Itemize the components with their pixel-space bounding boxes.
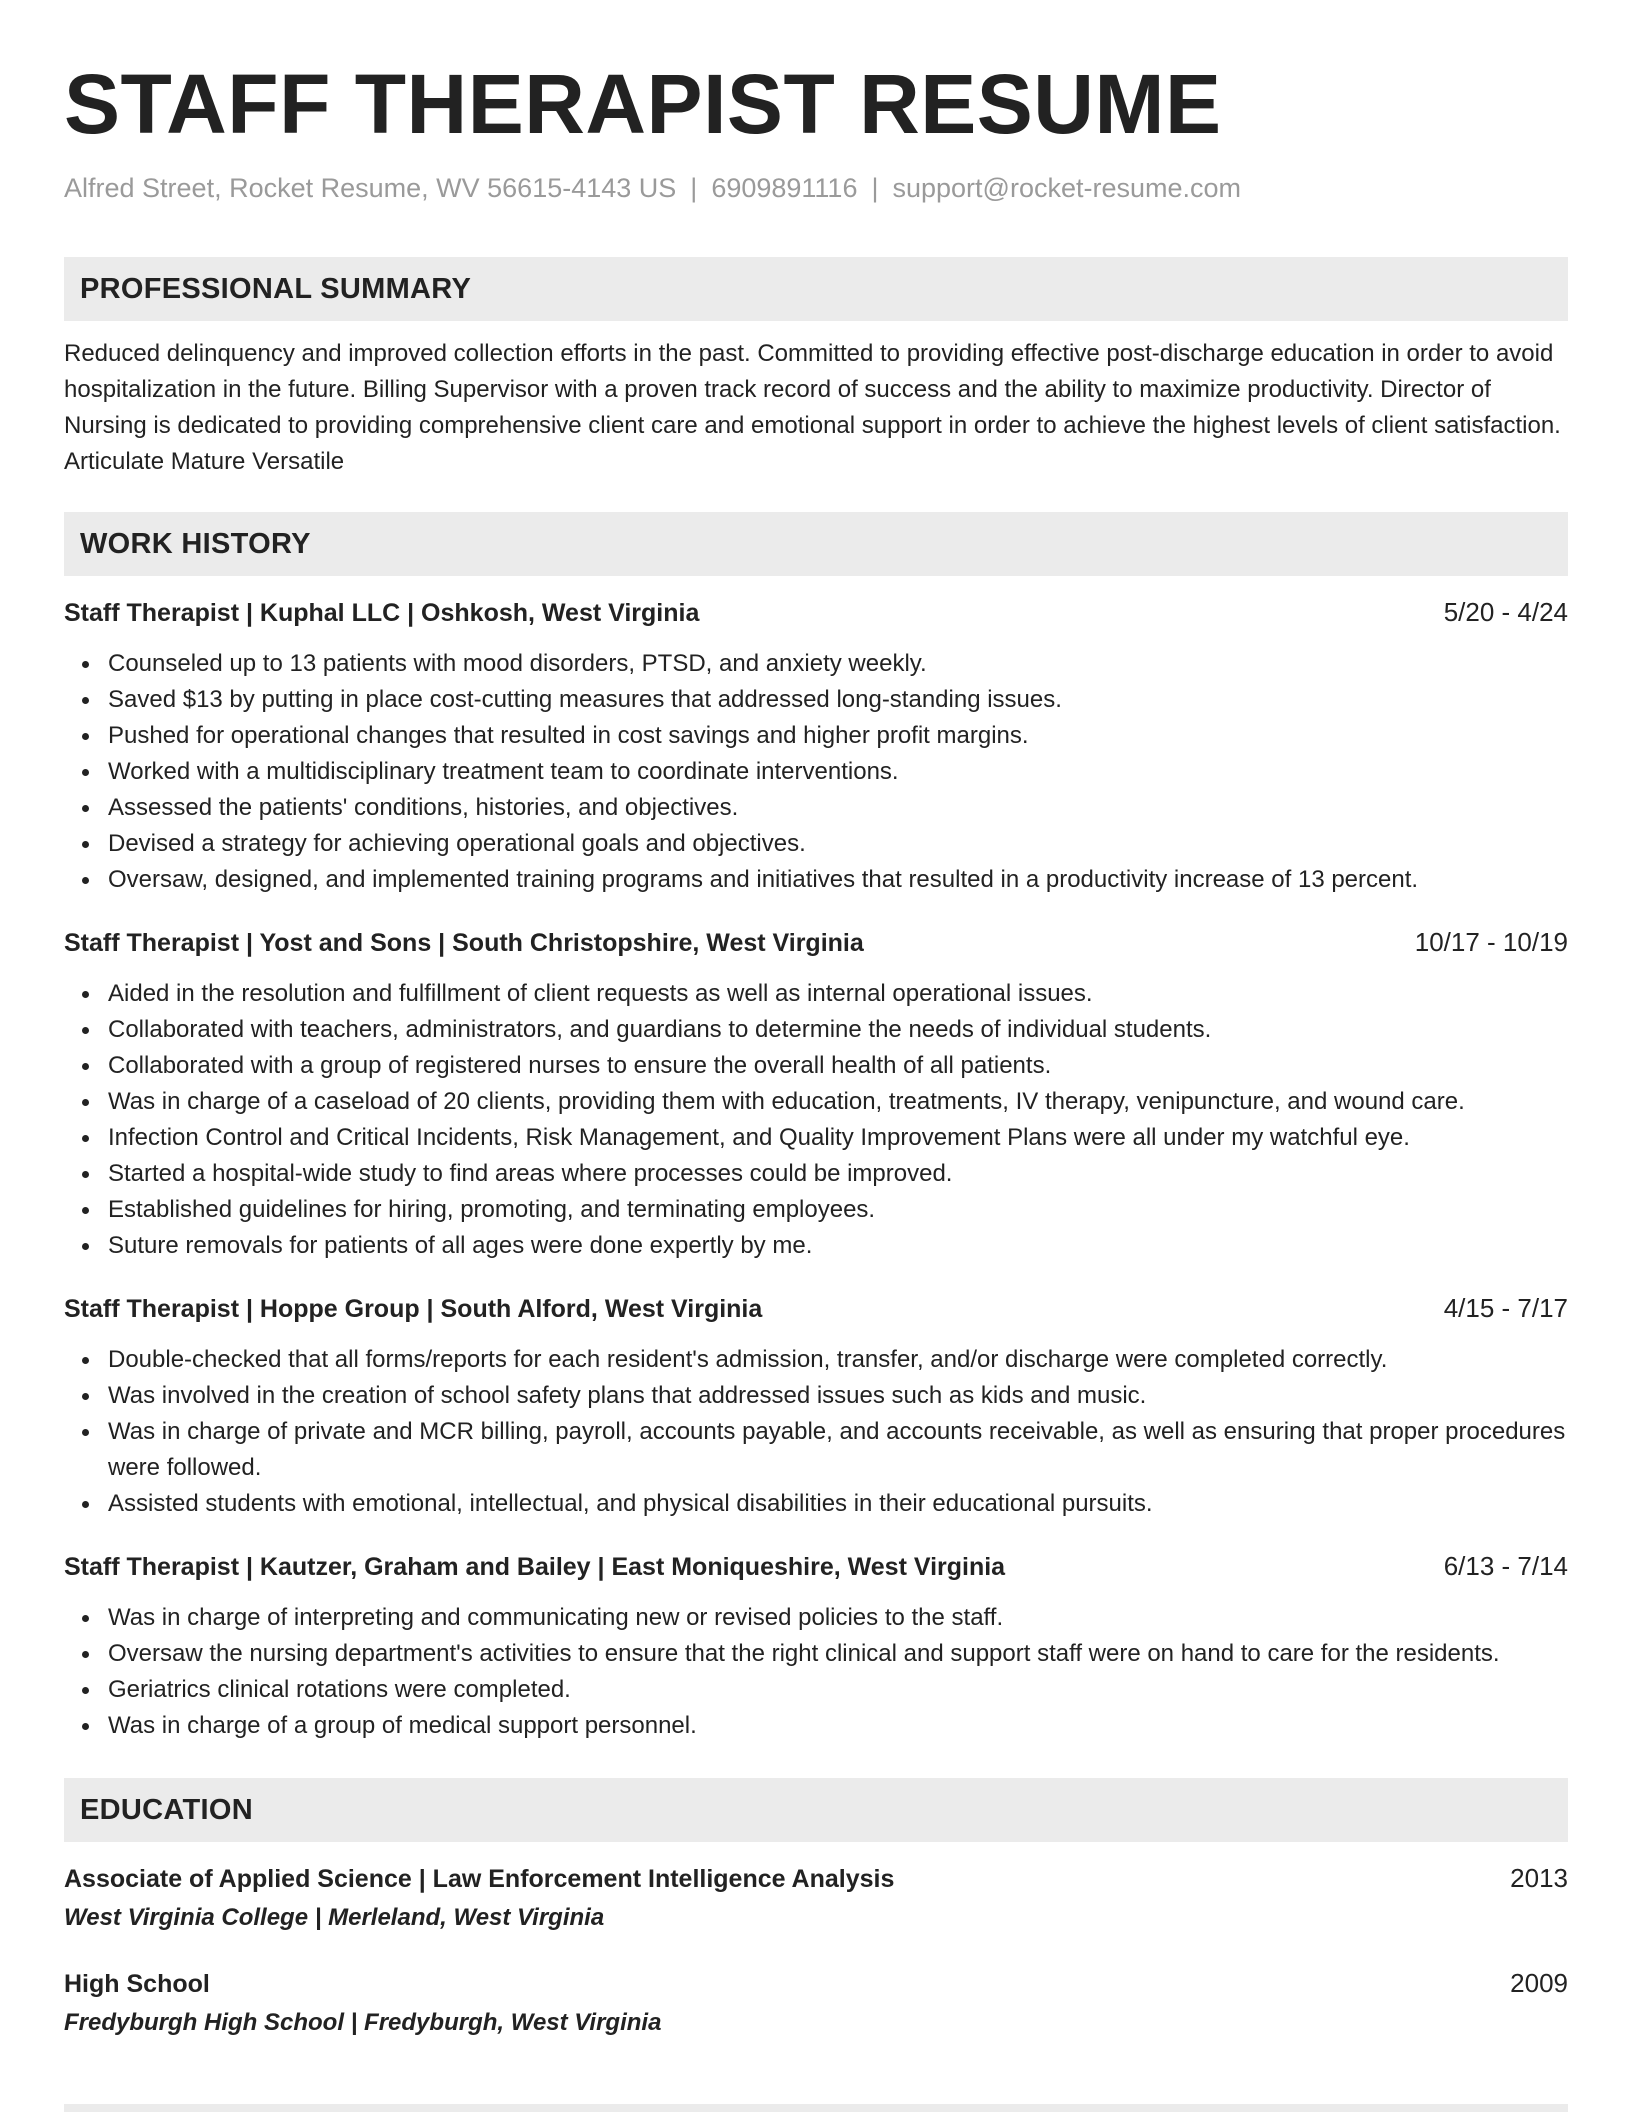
bullet-icon (82, 1027, 89, 1034)
bullet-icon (82, 1501, 89, 1508)
job-dates: 4/15 - 7/17 (1443, 1293, 1568, 1323)
job-bullet-text: Pushed for operational changes that resulted in cost savings and higher profit margins. (108, 722, 1029, 749)
job-bullet (108, 1012, 1568, 1048)
summary-text: Reduced delinquency and improved collection efforts in the past. Committed to providing effective post-discharge education in order to avoid hospitalization in the future. Billing Supervisor with a proven track record of success and the ability to maximize productivity. Director of Nursing is dedicated to providing comprehensive client care and emotional support in order to achieve the highest levels of client satisfaction. Articulate Mature Versatile (64, 340, 1561, 475)
contact-phone: 6909891116 (711, 173, 858, 203)
bullet-icon (82, 1171, 89, 1178)
bullet-icon (82, 841, 89, 848)
bullet-icon (82, 805, 89, 812)
contact-separator: | (690, 173, 698, 203)
job-bullet (108, 1636, 1568, 1672)
job-bullet-text: Was in charge of interpreting and communicating new or revised policies to the staff. (108, 1604, 1004, 1631)
job-bullet-text: Assessed the patients' conditions, histories, and objectives. (108, 794, 739, 821)
job-title: Staff Therapist | Hoppe Group | South Alford, West Virginia (64, 1295, 763, 1323)
job-bullet (108, 682, 1568, 718)
job-bullet-text: Assisted students with emotional, intellectual, and physical disabilities in their educational pursuits. (108, 1490, 1153, 1517)
bullet-icon (82, 1063, 89, 1070)
education-year: 2009 (1510, 1968, 1568, 1998)
job-bullet-text: Suture removals for patients of all ages were done expertly by me. (108, 1232, 813, 1259)
job-bullet-text: Was involved in the creation of school safety plans that addressed issues such as kids and music. (108, 1382, 1147, 1409)
bullet-icon (82, 733, 89, 740)
job-dates: 10/17 - 10/19 (1414, 927, 1568, 957)
resume-title: STAFF THERAPIST RESUME (64, 57, 1222, 151)
job-bullet-text: Collaborated with teachers, administrators, and guardians to determine the needs of individual students. (108, 1016, 1212, 1043)
job-bullet-list (64, 646, 1568, 898)
contact-email: support@rocket-resume.com (892, 173, 1242, 203)
bullet-icon (82, 1429, 89, 1436)
work-history-list (64, 594, 1568, 1744)
job-bullet-text: Oversaw the nursing department's activities to ensure that the right clinical and support staff were on hand to care for the residents. (108, 1640, 1500, 1667)
job-title: Staff Therapist | Kuphal LLC | Oshkosh, West Virginia (64, 599, 700, 627)
job-bullet (108, 1228, 1568, 1264)
job-bullet (108, 790, 1568, 826)
section-header-summary: PROFESSIONAL SUMMARY (64, 257, 1568, 321)
education-list (64, 1860, 1568, 2040)
job-bullet-list (64, 1600, 1568, 1744)
education-entry (64, 1965, 1568, 2040)
job-bullet-text: Worked with a multidisciplinary treatment team to coordinate interventions. (108, 758, 899, 785)
bullet-icon (82, 661, 89, 668)
bullet-icon (82, 1099, 89, 1106)
job-bullet-text: Was in charge of a group of medical support personnel. (108, 1712, 697, 1739)
job-bullet-text: Established guidelines for hiring, promoting, and terminating employees. (108, 1196, 876, 1223)
bullet-icon (82, 991, 89, 998)
job-bullet-text: Collaborated with a group of registered nurses to ensure the overall health of all patients. (108, 1052, 1052, 1079)
job-bullet (108, 1342, 1568, 1378)
education-header (64, 1860, 1568, 1897)
bottom-divider (64, 2104, 1568, 2112)
job-bullet (108, 1378, 1568, 1414)
job-bullet-list (64, 1342, 1568, 1522)
job-bullet-text: Started a hospital-wide study to find areas where processes could be improved. (108, 1160, 953, 1187)
job-title: Staff Therapist | Kautzer, Graham and Bailey | East Moniqueshire, West Virginia (64, 1553, 1006, 1581)
job-entry (64, 1290, 1568, 1522)
job-dates: 5/20 - 4/24 (1443, 597, 1568, 627)
job-bullet-text: Infection Control and Critical Incidents, Risk Management, and Quality Improvement Plans were all under my watchful eye. (108, 1124, 1410, 1151)
job-dates: 6/13 - 7/14 (1443, 1551, 1568, 1581)
education-degree: High School (64, 1970, 210, 1998)
job-bullet-text: Was in charge of a caseload of 20 clients, providing them with education, treatments, IV therapy, venipuncture, and wound care. (108, 1088, 1465, 1115)
job-bullet-text: Double-checked that all forms/reports for each resident's admission, transfer, and/or discharge were completed correctly. (108, 1346, 1388, 1373)
job-bullet-text: Aided in the resolution and fulfillment of client requests as well as internal operational issues. (108, 980, 1093, 1007)
job-entry (64, 1548, 1568, 1744)
education-school: Fredyburgh High School | Fredyburgh, West Virginia (64, 2009, 662, 2036)
job-bullet-text: Was in charge of private and MCR billing, payroll, accounts payable, and accounts receivable, as well as ensuring that proper procedures were followed. (108, 1418, 1566, 1481)
job-bullet (108, 1192, 1568, 1228)
bullet-icon (82, 1651, 89, 1658)
bullet-icon (82, 1723, 89, 1730)
job-bullet (108, 718, 1568, 754)
bullet-icon (82, 1687, 89, 1694)
job-bullet-text: Oversaw, designed, and implemented training programs and initiatives that resulted in a productivity increase of 13 percent. (108, 866, 1419, 893)
bullet-icon (82, 1135, 89, 1142)
bullet-icon (82, 1357, 89, 1364)
job-bullet (108, 1600, 1568, 1636)
job-bullet (108, 1672, 1568, 1708)
job-bullet (108, 1708, 1568, 1744)
job-bullet-text: Devised a strategy for achieving operational goals and objectives. (108, 830, 806, 857)
job-entry (64, 924, 1568, 1264)
education-year: 2013 (1510, 1863, 1568, 1893)
job-bullet-text: Geriatrics clinical rotations were completed. (108, 1676, 571, 1703)
contact-line (64, 172, 1568, 204)
job-bullet (108, 646, 1568, 682)
job-bullet-text: Saved $13 by putting in place cost-cutting measures that addressed long-standing issues. (108, 686, 1062, 713)
job-bullet (108, 1414, 1568, 1486)
bullet-icon (82, 877, 89, 884)
job-bullet (108, 1156, 1568, 1192)
job-title: Staff Therapist | Yost and Sons | South Christopshire, West Virginia (64, 929, 864, 957)
section-header-work-history: WORK HISTORY (64, 512, 1568, 576)
education-entry (64, 1860, 1568, 1935)
job-entry (64, 594, 1568, 898)
job-bullet (108, 754, 1568, 790)
job-header (64, 1548, 1568, 1585)
job-header (64, 594, 1568, 631)
job-bullet (108, 1084, 1568, 1120)
contact-address: Alfred Street, Rocket Resume, WV 56615-4143 US (64, 173, 677, 203)
bullet-icon (82, 697, 89, 704)
bullet-icon (82, 769, 89, 776)
job-header (64, 1290, 1568, 1327)
job-bullet (108, 1048, 1568, 1084)
section-header-education: EDUCATION (64, 1778, 1568, 1842)
job-bullet-text: Counseled up to 13 patients with mood disorders, PTSD, and anxiety weekly. (108, 650, 927, 677)
job-bullet-list (64, 976, 1568, 1264)
education-header (64, 1965, 1568, 2002)
education-school: West Virginia College | Merleland, West Virginia (64, 1904, 605, 1931)
contact-separator: | (871, 173, 879, 203)
bullet-icon (82, 1243, 89, 1250)
job-header (64, 924, 1568, 961)
education-degree: Associate of Applied Science | Law Enforcement Intelligence Analysis (64, 1865, 895, 1893)
bullet-icon (82, 1393, 89, 1400)
job-bullet (108, 1486, 1568, 1522)
job-bullet (108, 1120, 1568, 1156)
bullet-icon (82, 1615, 89, 1622)
job-bullet (108, 826, 1568, 862)
bullet-icon (82, 1207, 89, 1214)
job-bullet (108, 976, 1568, 1012)
job-bullet (108, 862, 1568, 898)
